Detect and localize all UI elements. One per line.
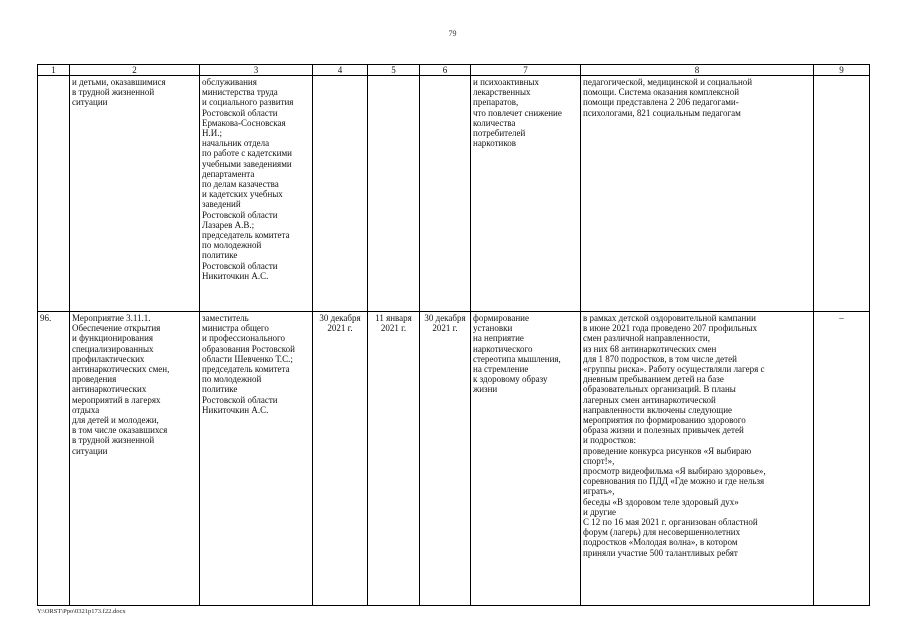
page-number: 79 bbox=[448, 29, 457, 38]
expected-result-cell: формирование установки на неприятие наркотического стереотипа мышления, на стремление к здоровому образу жизни bbox=[471, 312, 581, 606]
planned-date-cell bbox=[313, 76, 368, 312]
column-header: 8 bbox=[581, 65, 814, 76]
table-row bbox=[38, 312, 870, 606]
actual-result-cell: в рамках детской оздоровительной кампании в июне 2021 года проведено 207 профильных смен различной направленности, из них 68 антинаркотических смен для 1 870 подростков, в том числе детей «группы риска». Работу осуществляли лагеря с дневным пребыванием детей на базе образовательных организаций. В планы лагерных смен антинаркотической направленности включены следующие мероприятия по формированию здорового образа жизни и полезных привычек детей и подростков: проведение конкурса рисунков «Я выбираю спорт!», просмотр видеофильма «Я выбираю здоровье», соревнования по ПДД «Где можно и где нельзя играть», беседы «В здоровом теле здоровый дух» и другие С 12 по 16 мая 2021 г. организован областной форум (лагерь) для несовершеннолетних подростков «Молодая волна», в котором приняли участие 500 талантливых ребят bbox=[581, 312, 814, 606]
responsible-cell: обслуживания министерства труда и социального развития Ростовской области Ермакова-Сосновская Н.И.; начальник отдела по работе с кадетскими учебными заведениями департамента по делам казачества и кадетских учебных заведений Ростовской области Лазарев А.В.; председатель комитета по молодежной политике Ростовской области Никиточкин А.С. bbox=[200, 76, 313, 312]
start-date-cell: 11 января 2021 г. bbox=[368, 312, 420, 606]
end-date-cell: 30 декабря 2021 г. bbox=[420, 312, 471, 606]
activity-cell: Мероприятие 3.11.1. Обеспечение открытия и функционирования специализированных профилактических антинаркотических смен, проведения антинаркотических мероприятий в лагерях отдыха для детей и молодежи, в том числе оказавшихся в трудной жизненной ситуации bbox=[70, 312, 200, 606]
column-number-row bbox=[38, 65, 870, 76]
column-header: 7 bbox=[471, 65, 581, 76]
file-path-footer: Y:\ORST\Ppo\0321p173.f22.docx bbox=[37, 608, 126, 615]
column-header: 9 bbox=[814, 65, 870, 76]
actual-result-cell: педагогической, медицинской и социальной помощи. Система оказания комплексной помощи представлена 2 206 педагогами- психологами, 821 социальным педагогам bbox=[581, 76, 814, 312]
column-header: 5 bbox=[368, 65, 420, 76]
notes-cell: – bbox=[814, 312, 870, 606]
row-number-cell: 96. bbox=[38, 312, 70, 606]
start-date-cell bbox=[368, 76, 420, 312]
column-header: 6 bbox=[420, 65, 471, 76]
expected-result-cell: и психоактивных лекарственных препаратов, что повлечет снижение количества потребителей наркотиков bbox=[471, 76, 581, 312]
planned-date-cell: 30 декабря 2021 г. bbox=[313, 312, 368, 606]
row-number-cell bbox=[38, 76, 70, 312]
column-header: 2 bbox=[70, 65, 200, 76]
column-header: 4 bbox=[313, 65, 368, 76]
activities-table bbox=[37, 64, 870, 606]
table-row bbox=[38, 76, 870, 312]
end-date-cell bbox=[420, 76, 471, 312]
column-header: 3 bbox=[200, 65, 313, 76]
responsible-cell: заместитель министра общего и профессионального образования Ростовской области Шевченко Т.С.; председатель комитета по молодежной политике Ростовской области Никиточкин А.С. bbox=[200, 312, 313, 606]
notes-cell bbox=[814, 76, 870, 312]
column-header: 1 bbox=[38, 65, 70, 76]
activity-cell: и детьми, оказавшимися в трудной жизненной ситуации bbox=[70, 76, 200, 312]
